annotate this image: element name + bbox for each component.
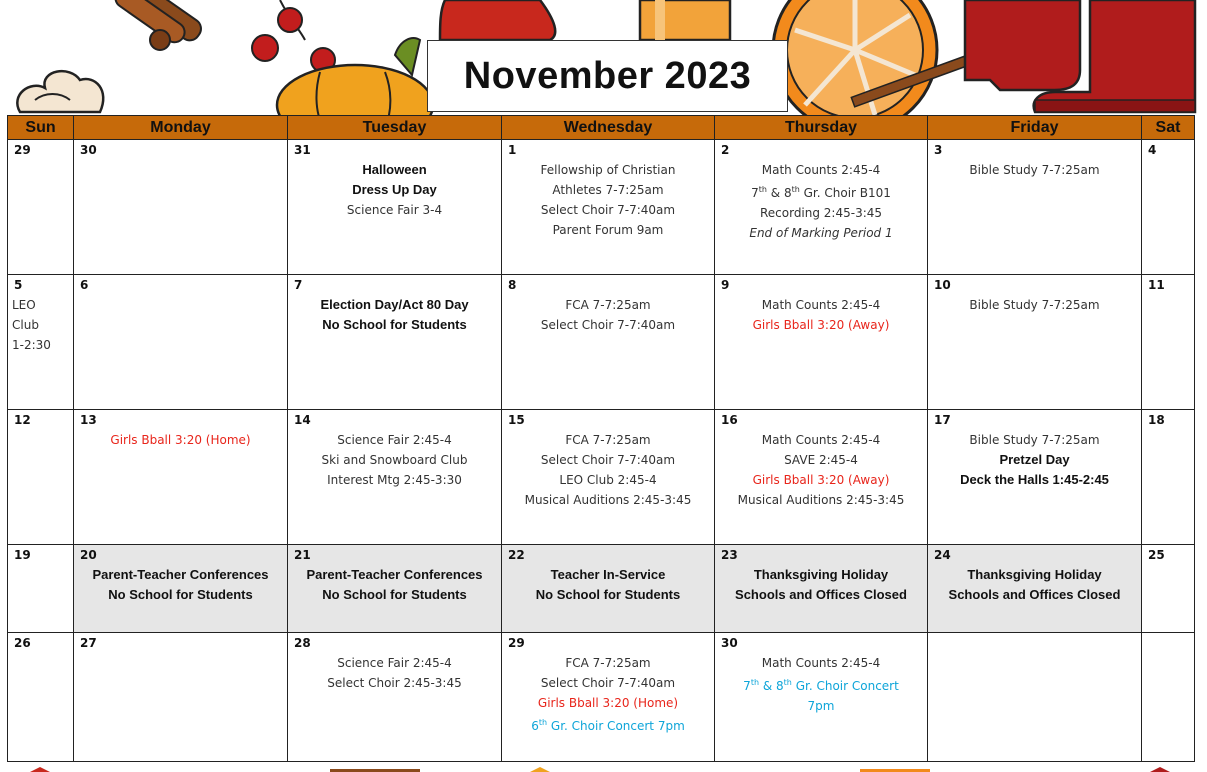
event-line: No School for Students — [322, 317, 467, 332]
day-number: 31 — [294, 143, 311, 157]
event-list — [288, 565, 501, 605]
event-list — [715, 430, 927, 510]
day-number: 11 — [1148, 278, 1165, 292]
event-line: Thanksgiving Holiday — [967, 567, 1102, 582]
day-cell — [8, 410, 74, 545]
day-cell — [74, 410, 288, 545]
event-line: FCA 7-7:25am — [565, 298, 651, 312]
week-row — [8, 275, 1195, 410]
event-line: Math Counts 2:45-4 — [761, 163, 881, 177]
week-row — [8, 140, 1195, 275]
day-number: 21 — [294, 548, 311, 562]
day-cell — [8, 633, 74, 762]
day-cell — [502, 633, 715, 762]
event-line: Parent-Teacher Conferences — [306, 567, 483, 582]
event-line: Schools and Offices Closed — [735, 587, 907, 602]
cinnamon-stick-icon — [94, 0, 205, 50]
event-line: Pretzel Day — [999, 452, 1070, 467]
event-line: Select Choir 2:45-3:45 — [327, 676, 462, 690]
day-cell — [715, 633, 928, 762]
day-number: 4 — [1148, 143, 1157, 157]
event-line: Math Counts 2:45-4 — [761, 298, 881, 312]
event-line: LEO Club 2:45-4 — [559, 473, 657, 487]
event-line: Select Choir 7-7:40am — [540, 453, 676, 467]
event-line: Deck the Halls 1:45-2:45 — [960, 472, 1109, 487]
event-line: No School for Students — [322, 587, 467, 602]
decorative-bottom-strip — [0, 762, 1207, 772]
day-number: 28 — [294, 636, 311, 650]
day-cell — [288, 410, 502, 545]
day-cell — [715, 140, 928, 275]
day-cell — [74, 633, 288, 762]
day-cell — [288, 275, 502, 410]
event-line: Musical Auditions 2:45-3:45 — [737, 493, 905, 507]
day-number: 18 — [1148, 413, 1165, 427]
day-number: 20 — [80, 548, 97, 562]
event-line: Athletes 7-7:25am — [552, 183, 664, 197]
event-line: Math Counts 2:45-4 — [761, 656, 881, 670]
event-line: Math Counts 2:45-4 — [761, 433, 881, 447]
event-list — [502, 430, 714, 510]
event-list — [928, 160, 1141, 180]
event-line: Ski and Snowboard Club — [321, 453, 468, 467]
event-list — [502, 160, 714, 240]
event-line: Select Choir 7-7:40am — [540, 676, 676, 690]
day-cell — [74, 140, 288, 275]
event-list — [288, 160, 501, 220]
event-line: LEO — [12, 298, 36, 312]
event-line: Science Fair 3-4 — [346, 203, 443, 217]
day-cell — [928, 410, 1142, 545]
weekday-header: Sun — [8, 116, 74, 140]
event-list — [502, 653, 714, 736]
event-line: Recording 2:45-3:45 — [759, 206, 883, 220]
event-line: Teacher In-Service — [550, 567, 666, 582]
weekday-header-row — [8, 116, 1195, 140]
day-number: 13 — [80, 413, 97, 427]
weekday-header: Friday — [928, 116, 1142, 140]
event-line: No School for Students — [108, 587, 253, 602]
event-line: Musical Auditions 2:45-3:45 — [524, 493, 692, 507]
event-line: Bible Study 7-7:25am — [969, 433, 1100, 447]
day-number: 15 — [508, 413, 525, 427]
event-line: Halloween — [362, 162, 427, 177]
day-cell — [288, 633, 502, 762]
event-line: Girls Bball 3:20 (Home) — [110, 433, 251, 447]
event-list — [74, 565, 287, 605]
event-line: Fellowship of Christian — [540, 163, 676, 177]
event-line: No School for Students — [535, 587, 681, 602]
event-list — [928, 430, 1141, 490]
orange-slice-icon — [773, 0, 967, 115]
day-number: 16 — [721, 413, 738, 427]
day-cell — [1142, 633, 1195, 762]
day-number: 23 — [721, 548, 738, 562]
day-number: 5 — [14, 278, 23, 292]
title-box — [427, 40, 788, 112]
day-number: 7 — [294, 278, 303, 292]
day-number: 9 — [721, 278, 730, 292]
event-line: Girls Bball 3:20 (Away) — [752, 318, 890, 332]
event-list — [928, 295, 1141, 315]
calendar-title: November 2023 — [463, 54, 752, 97]
event-line: Schools and Offices Closed — [948, 587, 1121, 602]
event-line: Parent-Teacher Conferences — [92, 567, 269, 582]
weekday-header: Monday — [74, 116, 288, 140]
day-number: 17 — [934, 413, 951, 427]
day-cell — [502, 275, 715, 410]
day-cell — [502, 140, 715, 275]
cherry-icon — [252, 0, 335, 72]
day-number: 6 — [80, 278, 89, 292]
calendar-grid — [7, 115, 1195, 762]
event-line: Select Choir 7-7:40am — [540, 318, 676, 332]
day-cell — [74, 545, 288, 633]
day-number: 25 — [1148, 548, 1165, 562]
day-cell — [715, 275, 928, 410]
pumpkin-icon — [277, 38, 433, 115]
event-line: 7th & 8th Gr. Choir Concert — [743, 678, 899, 693]
weekday-header: Tuesday — [288, 116, 502, 140]
day-number: 2 — [721, 143, 730, 157]
event-line: Election Day/Act 80 Day — [320, 297, 469, 312]
event-line: 6th Gr. Choir Concert 7pm — [531, 718, 685, 733]
weekday-header: Thursday — [715, 116, 928, 140]
day-cell — [8, 545, 74, 633]
day-number: 10 — [934, 278, 951, 292]
day-number: 26 — [14, 636, 31, 650]
event-line: Science Fair 2:45-4 — [337, 656, 452, 670]
event-line: Science Fair 2:45-4 — [337, 433, 452, 447]
event-line: FCA 7-7:25am — [565, 656, 651, 670]
event-line: Interest Mtg 2:45-3:30 — [327, 473, 462, 487]
event-list — [288, 430, 501, 490]
event-line: Dress Up Day — [352, 182, 437, 197]
day-cell — [502, 545, 715, 633]
day-cell — [715, 410, 928, 545]
week-row — [8, 633, 1195, 762]
day-number: 24 — [934, 548, 951, 562]
event-line: Parent Forum 9am — [552, 223, 664, 237]
event-list — [12, 295, 51, 355]
day-number: 14 — [294, 413, 311, 427]
day-cell — [928, 633, 1142, 762]
day-cell — [928, 545, 1142, 633]
day-cell — [1142, 140, 1195, 275]
day-cell — [715, 545, 928, 633]
event-line: Girls Bball 3:20 (Home) — [537, 696, 679, 710]
week-row — [8, 410, 1195, 545]
event-list — [502, 295, 714, 335]
event-line: 7pm — [807, 699, 835, 713]
boot-icon — [965, 0, 1195, 112]
event-list — [74, 430, 287, 450]
event-line: 1-2:30 — [12, 338, 51, 352]
day-number: 30 — [721, 636, 738, 650]
event-line: Thanksgiving Holiday — [753, 567, 889, 582]
event-line: Select Choir 7-7:40am — [540, 203, 676, 217]
event-list — [928, 565, 1141, 605]
autumn-leaf-icon — [440, 0, 555, 40]
event-list — [715, 160, 927, 243]
weekday-header: Sat — [1142, 116, 1195, 140]
day-number: 1 — [508, 143, 517, 157]
day-cell — [8, 275, 74, 410]
day-number: 3 — [934, 143, 943, 157]
event-line: Club — [12, 318, 39, 332]
day-number: 29 — [508, 636, 525, 650]
event-list — [502, 565, 714, 605]
event-list — [715, 295, 927, 335]
day-cell — [1142, 410, 1195, 545]
day-cell — [288, 140, 502, 275]
event-line: 7th & 8th Gr. Choir B101 — [751, 185, 891, 200]
event-line: Girls Bball 3:20 (Away) — [752, 473, 890, 487]
event-list — [288, 295, 501, 335]
day-cell — [1142, 275, 1195, 410]
day-cell — [928, 140, 1142, 275]
event-line: Bible Study 7-7:25am — [969, 298, 1100, 312]
event-list — [715, 565, 927, 605]
event-line: End of Marking Period 1 — [749, 226, 893, 240]
day-number: 29 — [14, 143, 31, 157]
event-line: Bible Study 7-7:25am — [969, 163, 1100, 177]
event-line: FCA 7-7:25am — [565, 433, 651, 447]
event-line: SAVE 2:45-4 — [784, 453, 858, 467]
weekday-header: Wednesday — [502, 116, 715, 140]
day-cell — [288, 545, 502, 633]
day-number: 12 — [14, 413, 31, 427]
event-list — [715, 653, 927, 716]
day-number: 8 — [508, 278, 517, 292]
day-cell — [1142, 545, 1195, 633]
juice-glass-icon — [640, 0, 730, 40]
day-number: 27 — [80, 636, 97, 650]
day-cell — [8, 140, 74, 275]
decorative-banner — [0, 0, 1207, 115]
day-cell — [74, 275, 288, 410]
whipped-cream-icon — [17, 71, 103, 112]
week-row — [8, 545, 1195, 633]
day-number: 30 — [80, 143, 97, 157]
day-number: 22 — [508, 548, 525, 562]
event-list — [288, 653, 501, 693]
day-number: 19 — [14, 548, 31, 562]
day-cell — [928, 275, 1142, 410]
day-cell — [502, 410, 715, 545]
